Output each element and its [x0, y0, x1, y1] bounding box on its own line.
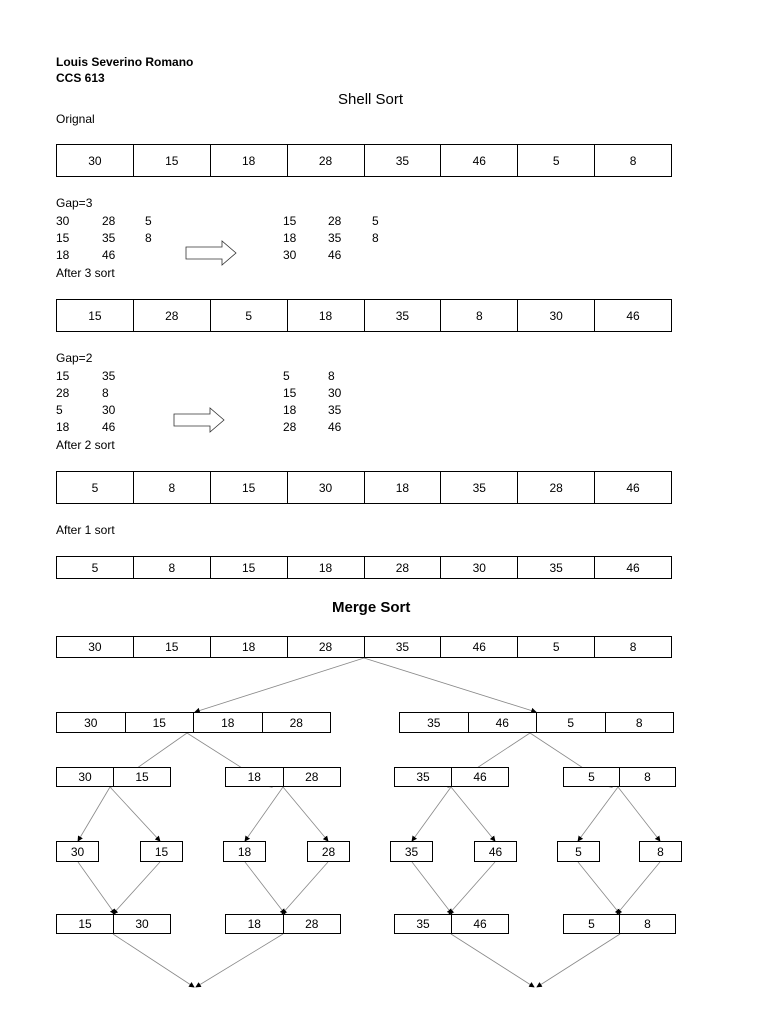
array-cell: 18 [226, 768, 284, 786]
merge-level2-pair [56, 767, 171, 787]
gap3-right-value: 18 [283, 231, 297, 245]
merge-top-array [56, 636, 672, 658]
array-cell: 46 [626, 480, 640, 495]
gap2-right-value: 46 [328, 420, 342, 434]
gap2-right-value: 18 [283, 403, 297, 417]
merge-level2-pair [225, 767, 341, 787]
gap3-right-value: 15 [283, 214, 297, 228]
array-cell: 28 [134, 300, 211, 331]
array-cell: 46 [473, 917, 487, 931]
gap3-left-value: 8 [145, 231, 152, 245]
array-cell: 28 [289, 715, 303, 730]
array-cell: 28 [288, 637, 365, 657]
merge-single [639, 841, 682, 862]
array-cell: 8 [644, 770, 651, 784]
gap2-label: Gap=2 [56, 351, 93, 365]
array-cell: 18 [194, 713, 263, 732]
array-cell: 15 [57, 300, 134, 331]
array-cell: 15 [154, 844, 169, 859]
array-cell: 28 [305, 770, 319, 784]
merge-single [474, 841, 517, 862]
gap2-right-value: 28 [283, 420, 297, 434]
array-cell: 15 [134, 145, 211, 176]
gap2-left-value: 28 [56, 386, 70, 400]
gap3-right-value: 5 [372, 214, 379, 228]
gap2-left-value: 15 [56, 369, 70, 383]
array-cell: 5 [57, 472, 134, 503]
after3-label: After 3 sort [56, 266, 115, 280]
array-cell: 46 [441, 145, 518, 176]
array-cell: 35 [400, 713, 469, 732]
gap2-right-value: 8 [328, 369, 335, 383]
array-cell: 5 [564, 915, 620, 933]
array-cell: 18 [211, 637, 288, 657]
array-cell: 35 [365, 145, 442, 176]
array-cell: 35 [395, 915, 452, 933]
course-code: CCS 613 [56, 71, 105, 85]
array-cell: 15 [135, 770, 149, 784]
array-cell: 15 [126, 713, 195, 732]
array-cell: 28 [305, 917, 319, 931]
array-cell: 5 [518, 637, 595, 657]
array-cell: 18 [288, 557, 365, 578]
gap3-right-value: 8 [372, 231, 379, 245]
array-cell: 5 [537, 713, 606, 732]
shell-sort-title: Shell Sort [338, 91, 404, 108]
array-cell: 35 [365, 300, 442, 331]
gap3-right-value: 46 [328, 248, 342, 262]
gap2-left-value: 46 [102, 420, 116, 434]
gap2-right-value: 35 [328, 403, 342, 417]
merge-single [307, 841, 350, 862]
merge-single [223, 841, 266, 862]
merge-level1-left [56, 712, 331, 733]
array-cell: 15 [211, 472, 288, 503]
merge-merged-pair [563, 914, 676, 934]
array-cell: 8 [134, 557, 211, 578]
after2-label: After 2 sort [56, 438, 115, 452]
merge-single [140, 841, 183, 862]
array-cell: 8 [644, 917, 651, 931]
array-cell: 35 [395, 768, 452, 786]
array-cell: 5 [57, 557, 134, 578]
merge-single [390, 841, 433, 862]
array-cell: 46 [488, 844, 503, 859]
array-cell: 8 [134, 472, 211, 503]
gap3-right-value: 28 [328, 214, 342, 228]
merge-level2-pair [563, 767, 676, 787]
gap3-left-value: 30 [56, 214, 70, 228]
gap3-left-value: 5 [145, 214, 152, 228]
array-cell: 30 [57, 713, 126, 732]
array-cell: 18 [288, 300, 365, 331]
array-cell: 46 [469, 713, 538, 732]
array-cell: 18 [211, 145, 288, 176]
gap2-left-value: 30 [102, 403, 116, 417]
array-cell: 5 [211, 300, 288, 331]
after1-label: After 1 sort [56, 523, 115, 537]
gap3-left-value: 18 [56, 248, 70, 262]
gap2-right-value: 15 [283, 386, 297, 400]
gap2-left-value: 35 [102, 369, 116, 383]
array-cell: 28 [365, 557, 442, 578]
gap2-right-value: 5 [283, 369, 290, 383]
merge-level2-pair [394, 767, 509, 787]
merge-sort-title: Merge Sort [332, 599, 411, 616]
gap3-left-value: 35 [102, 231, 116, 245]
array-cell: 5 [564, 768, 620, 786]
array-cell: 8 [629, 640, 637, 654]
array-cell: 30 [57, 145, 134, 176]
array-cell: 30 [441, 557, 518, 578]
author-name: Louis Severino Romano [56, 55, 194, 69]
array-cell: 30 [70, 844, 85, 859]
gap3-right-value: 30 [283, 248, 297, 262]
gap3-label: Gap=3 [56, 196, 93, 210]
array-cell: 46 [441, 637, 518, 657]
array-cell: 15 [134, 637, 211, 657]
merge-merged-pair [394, 914, 509, 934]
array-cell: 8 [441, 300, 518, 331]
array-cell: 15 [57, 915, 114, 933]
array-cell: 18 [365, 472, 442, 503]
merge-merged-pair [56, 914, 171, 934]
array-cell: 8 [657, 844, 664, 859]
merge-merged-pair [225, 914, 341, 934]
array-cell: 46 [473, 770, 487, 784]
array-cell: 15 [211, 557, 288, 578]
array-cell: 30 [57, 637, 134, 657]
merge-level1-right [399, 712, 674, 733]
array-cell: 46 [626, 560, 640, 575]
gap2-right-value: 30 [328, 386, 342, 400]
array-cell: 35 [365, 637, 442, 657]
array-cell: 30 [57, 768, 114, 786]
array-cell: 30 [518, 300, 595, 331]
array-cell: 28 [288, 145, 365, 176]
array-cell: 30 [288, 472, 365, 503]
array-cell: 8 [629, 153, 637, 168]
array-cell: 30 [135, 917, 149, 931]
gap3-left-value: 28 [102, 214, 116, 228]
array-cell: 5 [518, 145, 595, 176]
gap2-left-value: 5 [56, 403, 63, 417]
array-cell: 5 [575, 844, 582, 859]
merge-single [56, 841, 99, 862]
gap2-left-value: 8 [102, 386, 109, 400]
array-cell: 18 [237, 844, 252, 859]
gap3-left-value: 15 [56, 231, 70, 245]
array-cell: 28 [321, 844, 336, 859]
array-cell: 35 [404, 844, 419, 859]
gap2-left-value: 18 [56, 420, 70, 434]
array-cell: 18 [226, 915, 284, 933]
array-cell: 35 [518, 557, 595, 578]
gap3-right-value: 35 [328, 231, 342, 245]
original-label: Orignal [56, 112, 95, 126]
merge-single [557, 841, 600, 862]
array-cell: 46 [626, 308, 640, 323]
array-cell: 28 [518, 472, 595, 503]
array-cell: 35 [441, 472, 518, 503]
array-cell: 8 [635, 715, 643, 730]
gap3-left-value: 46 [102, 248, 116, 262]
